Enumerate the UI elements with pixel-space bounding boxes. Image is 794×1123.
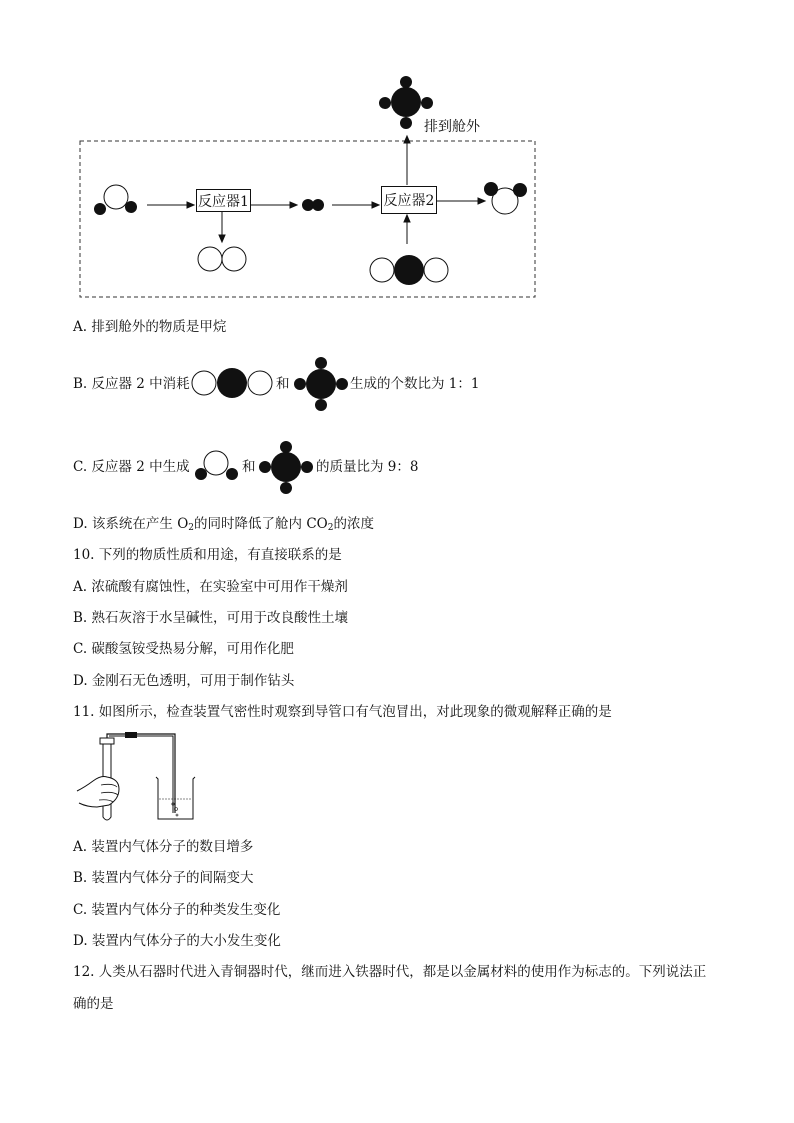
subscript: 2 <box>327 523 334 533</box>
q9-option-b <box>73 375 190 393</box>
airtightness-apparatus-figure <box>73 733 203 825</box>
vent-label: 排到舱外 <box>424 119 480 135</box>
water-molecule-output-icon <box>484 181 534 221</box>
q9-option-b-mid: 和 <box>276 376 290 392</box>
q9-option-d-text-3: 的浓度 <box>333 516 374 532</box>
reactor-2-box <box>381 186 437 214</box>
q9-option-b-prefix: B. 反应器 2 中消耗 <box>73 376 190 392</box>
q11-option-b: B. 装置内气体分子的间隔变大 <box>73 870 254 886</box>
water-molecule-icon <box>194 450 240 486</box>
q10-option-a: A. 浓硫酸有腐蚀性，在实验室中可用作干燥剂 <box>73 579 348 595</box>
q10-option-d: D. 金刚石无色透明，可用于制作钻头 <box>73 673 295 689</box>
q9-option-c-mid: 和 <box>242 459 256 475</box>
methane-molecule-icon <box>292 354 352 414</box>
q9-option-c-prefix: C. 反应器 2 中生成 <box>73 459 190 475</box>
subscript: 2 <box>188 523 195 533</box>
hydrogen-molecule-icon <box>300 196 330 216</box>
oxygen-molecule-icon <box>197 246 257 276</box>
reactor-1-label: 反应器1 <box>198 193 249 210</box>
water-molecule-input-icon <box>90 185 150 225</box>
q11-option-c: C. 装置内气体分子的种类发生变化 <box>73 902 281 918</box>
q10-stem: 10. 下列的物质性质和用途，有直接联系的是 <box>73 547 342 563</box>
q9-option-d <box>73 515 374 537</box>
reactor-2-label: 反应器2 <box>383 193 435 209</box>
methane-molecule-icon <box>257 438 317 498</box>
q10-option-b: B. 熟石灰溶于水呈碱性，可用于改良酸性土壤 <box>73 610 349 626</box>
carbon-dioxide-molecule-icon <box>368 254 458 290</box>
q9-option-d-text-2: 的同时降低了舱内 CO <box>194 516 328 532</box>
q11-option-d: D. 装置内气体分子的大小发生变化 <box>73 933 281 949</box>
q12-stem-line-2: 确的是 <box>73 996 114 1012</box>
q10-option-c: C. 碳酸氢铵受热易分解，可用作化肥 <box>73 641 294 657</box>
q9-option-a: A. 排到舱外的物质是甲烷 <box>73 319 227 335</box>
q9-option-c-suffix: 的质量比为 9：8 <box>316 459 419 475</box>
q11-option-a: A. 装置内气体分子的数目增多 <box>73 839 254 855</box>
q12-stem-line-1: 12. 人类从石器时代进入青铜器时代，继而进入铁器时代，都是以金属材料的使用作为标志的。下列说法正 <box>73 964 707 980</box>
q9-option-c <box>73 458 190 476</box>
q9-option-b-suffix: 生成的个数比为 1：1 <box>350 376 480 392</box>
q11-stem: 11. 如图所示，检查装置气密性时观察到导管口有气泡冒出，对此现象的微观解释正确的是 <box>73 704 612 720</box>
carbon-dioxide-molecule-icon <box>192 368 274 400</box>
reactor-1-box <box>196 189 251 212</box>
q9-option-d-text-1: D. 该系统在产生 O <box>73 516 189 532</box>
